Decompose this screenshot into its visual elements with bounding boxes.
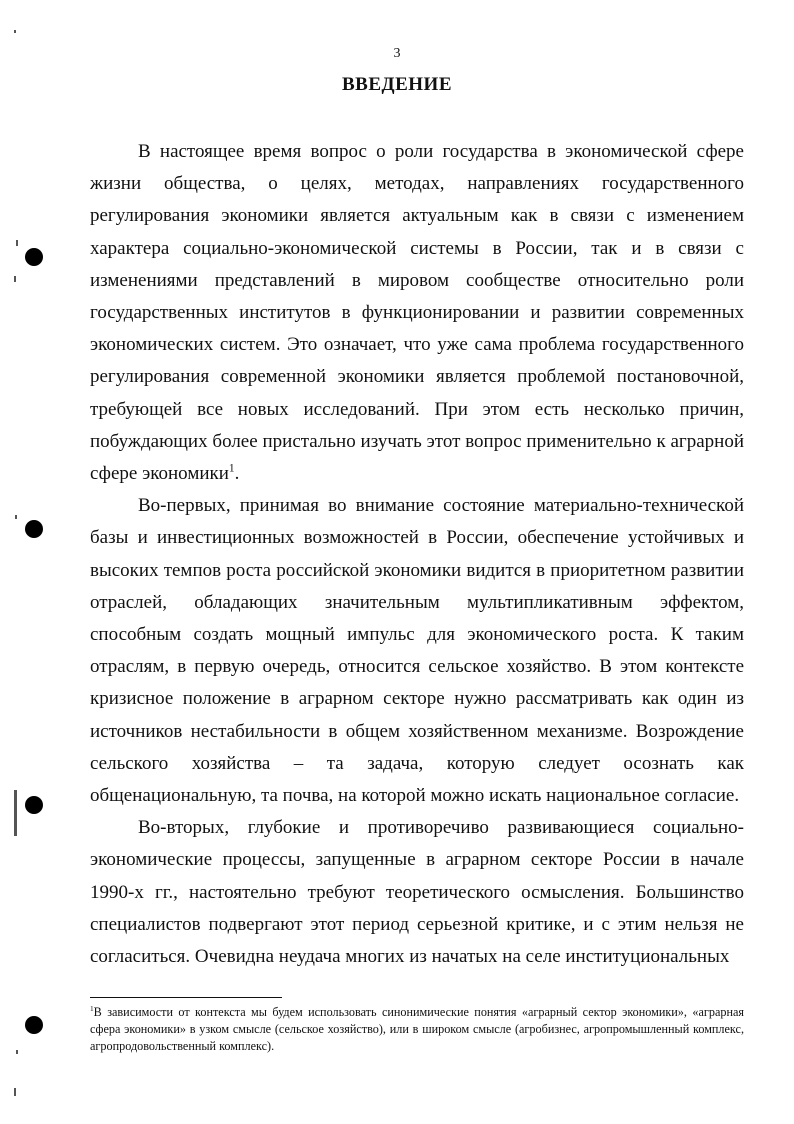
binder-hole [25, 796, 43, 814]
binder-hole [25, 248, 43, 266]
body-text [90, 136, 744, 973]
page-number: 3 [393, 46, 401, 61]
paragraph-end: . [234, 463, 240, 485]
binder-hole [25, 1016, 43, 1034]
scan-speck [14, 790, 17, 836]
scan-speck [16, 1050, 18, 1054]
scan-speck [14, 1088, 16, 1096]
paragraph: Во-первых, принимая во внимание состояние материально-технической базы и инвестиционных возможностей в России, обеспечение устойчивых и высоких темпов роста российской экономики видится в приоритетном развитии отраслей, обладающих значительным мультипликативным эффектом, способным создать мощный импульс для экономического роста. К таким отраслям, в первую очередь, относится сельское хозяйство. В этом контексте кризисное положение в аграрном секторе нужно рассматривать как один из источников нестабильности в общем хозяйственном механизме. Возрождение сельского хозяйства – та задача, которую следует осознать как общенациональную, та почва, на которой можно искать национальное согласие. [90, 495, 744, 807]
paragraph-text: В настоящее время вопрос о роли государства в экономической сфере жизни общества, о целях, методах, направлениях государственного регулирования экономики является актуальным как в связи с изменением характера социально-экономической системы в России, так и в связи с изменениями представлений в мировом сообществе относительно роли государственных институтов в функционировании и развитии современных экономических систем. Это означает, что уже сама проблема государственного регулирования современной экономики является проблемой постановочной, требующей все новых исследований. При этом есть несколько причин, побуждающих более пристально изучать этот вопрос применительно к аграрной сфере экономики [90, 141, 744, 485]
section-title: ВВЕДЕНИЕ [342, 74, 452, 95]
footnote-reference: 1 [228, 462, 235, 475]
paragraph: Во-вторых, глубокие и противоречиво развивающиеся социально-экономические процессы, запущенные в аграрном секторе России в начале 1990-х гг., настоятельно требуют теоретического осмысления. Большинство специалистов подвергают этот период серьезной критике, и с этим нельзя не согласиться. Очевидна неудача многих из начатых на селе институциональных [90, 817, 744, 968]
binder-hole [25, 520, 43, 538]
footnote-divider [90, 997, 282, 998]
scan-speck [15, 515, 17, 519]
scan-speck [14, 30, 16, 33]
footnote-marker: 1 [90, 1003, 94, 1013]
scan-speck [16, 240, 18, 246]
paragraph [90, 136, 744, 490]
scan-speck [14, 276, 16, 282]
footnote [90, 1004, 744, 1055]
footnote-text: В зависимости от контекста мы будем использовать синонимические понятия «аграрный сектор экономики», «аграрная сфера экономики» в узком смысле (сельское хозяйство), или в широком смысле (агробизнес, агропромышленный комплекс, агропродовольственный комплекс). [90, 1005, 744, 1053]
